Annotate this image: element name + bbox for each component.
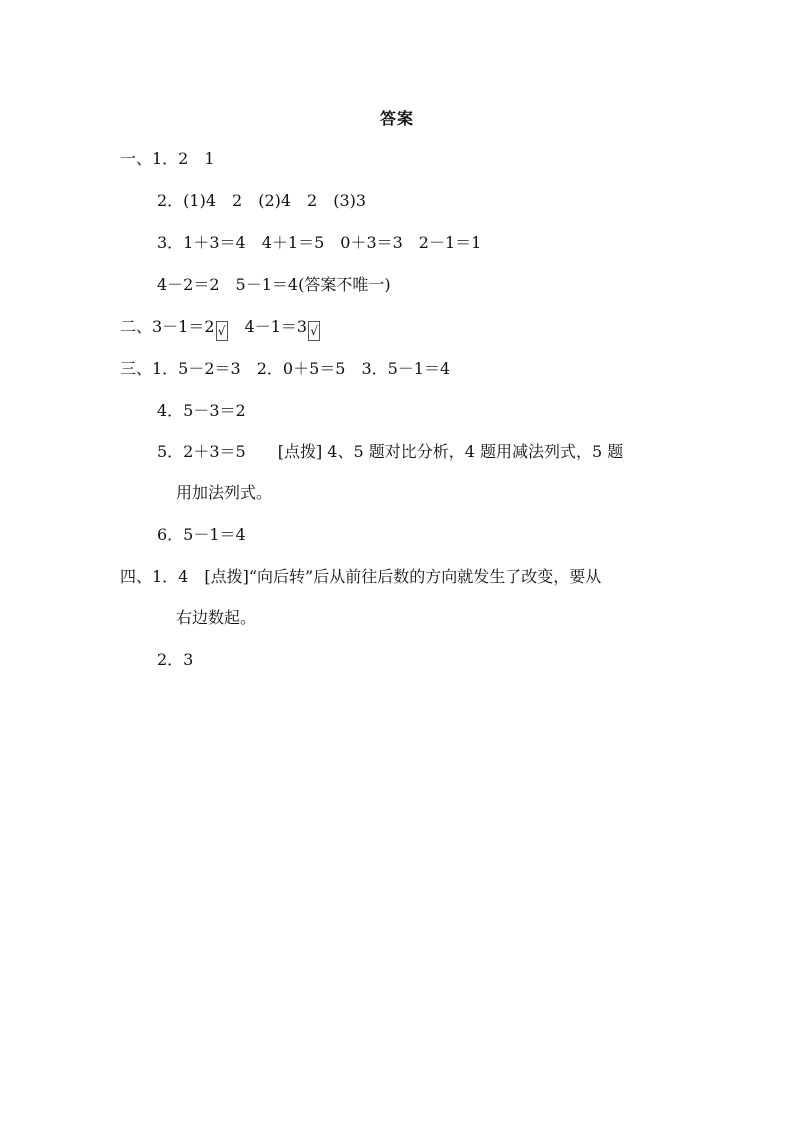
answer-line-4-1-continued: 右边数起。 — [176, 608, 257, 627]
checkmark-icon: √ — [310, 324, 318, 338]
answer-2-equation-2: 4－1＝3 — [228, 317, 308, 336]
answer-line-3-4: 4．5－3＝2 — [157, 401, 246, 420]
answer-line-4-1: 四、1．4 [点拨]“向后转”后从前往后数的方向就发生了改变，要从 — [120, 567, 602, 586]
checkmark-icon: √ — [217, 324, 226, 338]
checkmark-box-2 — [308, 321, 320, 341]
answer-line-2 — [120, 316, 321, 341]
answer-line-4-2: 2．3 — [157, 650, 194, 669]
answer-2-equation-1: 二、3－1＝2 — [120, 317, 215, 336]
answer-line-1-2: 2．(1)4 2 (2)4 2 (3)3 — [157, 191, 367, 210]
answer-line-1-3: 3．1＋3＝4 4＋1＝5 0＋3＝3 2－1＝1 — [157, 233, 482, 252]
checkmark-box-1 — [216, 321, 228, 341]
answer-line-3-6: 6．5－1＝4 — [157, 525, 246, 544]
answer-line-3-5-continued: 用加法列式。 — [176, 483, 273, 502]
answer-line-1-1: 一、1．2 1 — [120, 149, 215, 168]
answer-line-3-1: 三、1．5－2＝3 2．0＋5＝5 3．5－1＝4 — [120, 359, 451, 378]
answer-title: 答案 — [379, 109, 414, 128]
answer-line-3-5: 5．2＋3＝5 [点拨] 4、5 题对比分析，4 题用减法列式，5 题 — [157, 442, 624, 461]
answer-line-1-3-continued: 4－2＝2 5－1＝4(答案不唯一) — [157, 275, 391, 294]
